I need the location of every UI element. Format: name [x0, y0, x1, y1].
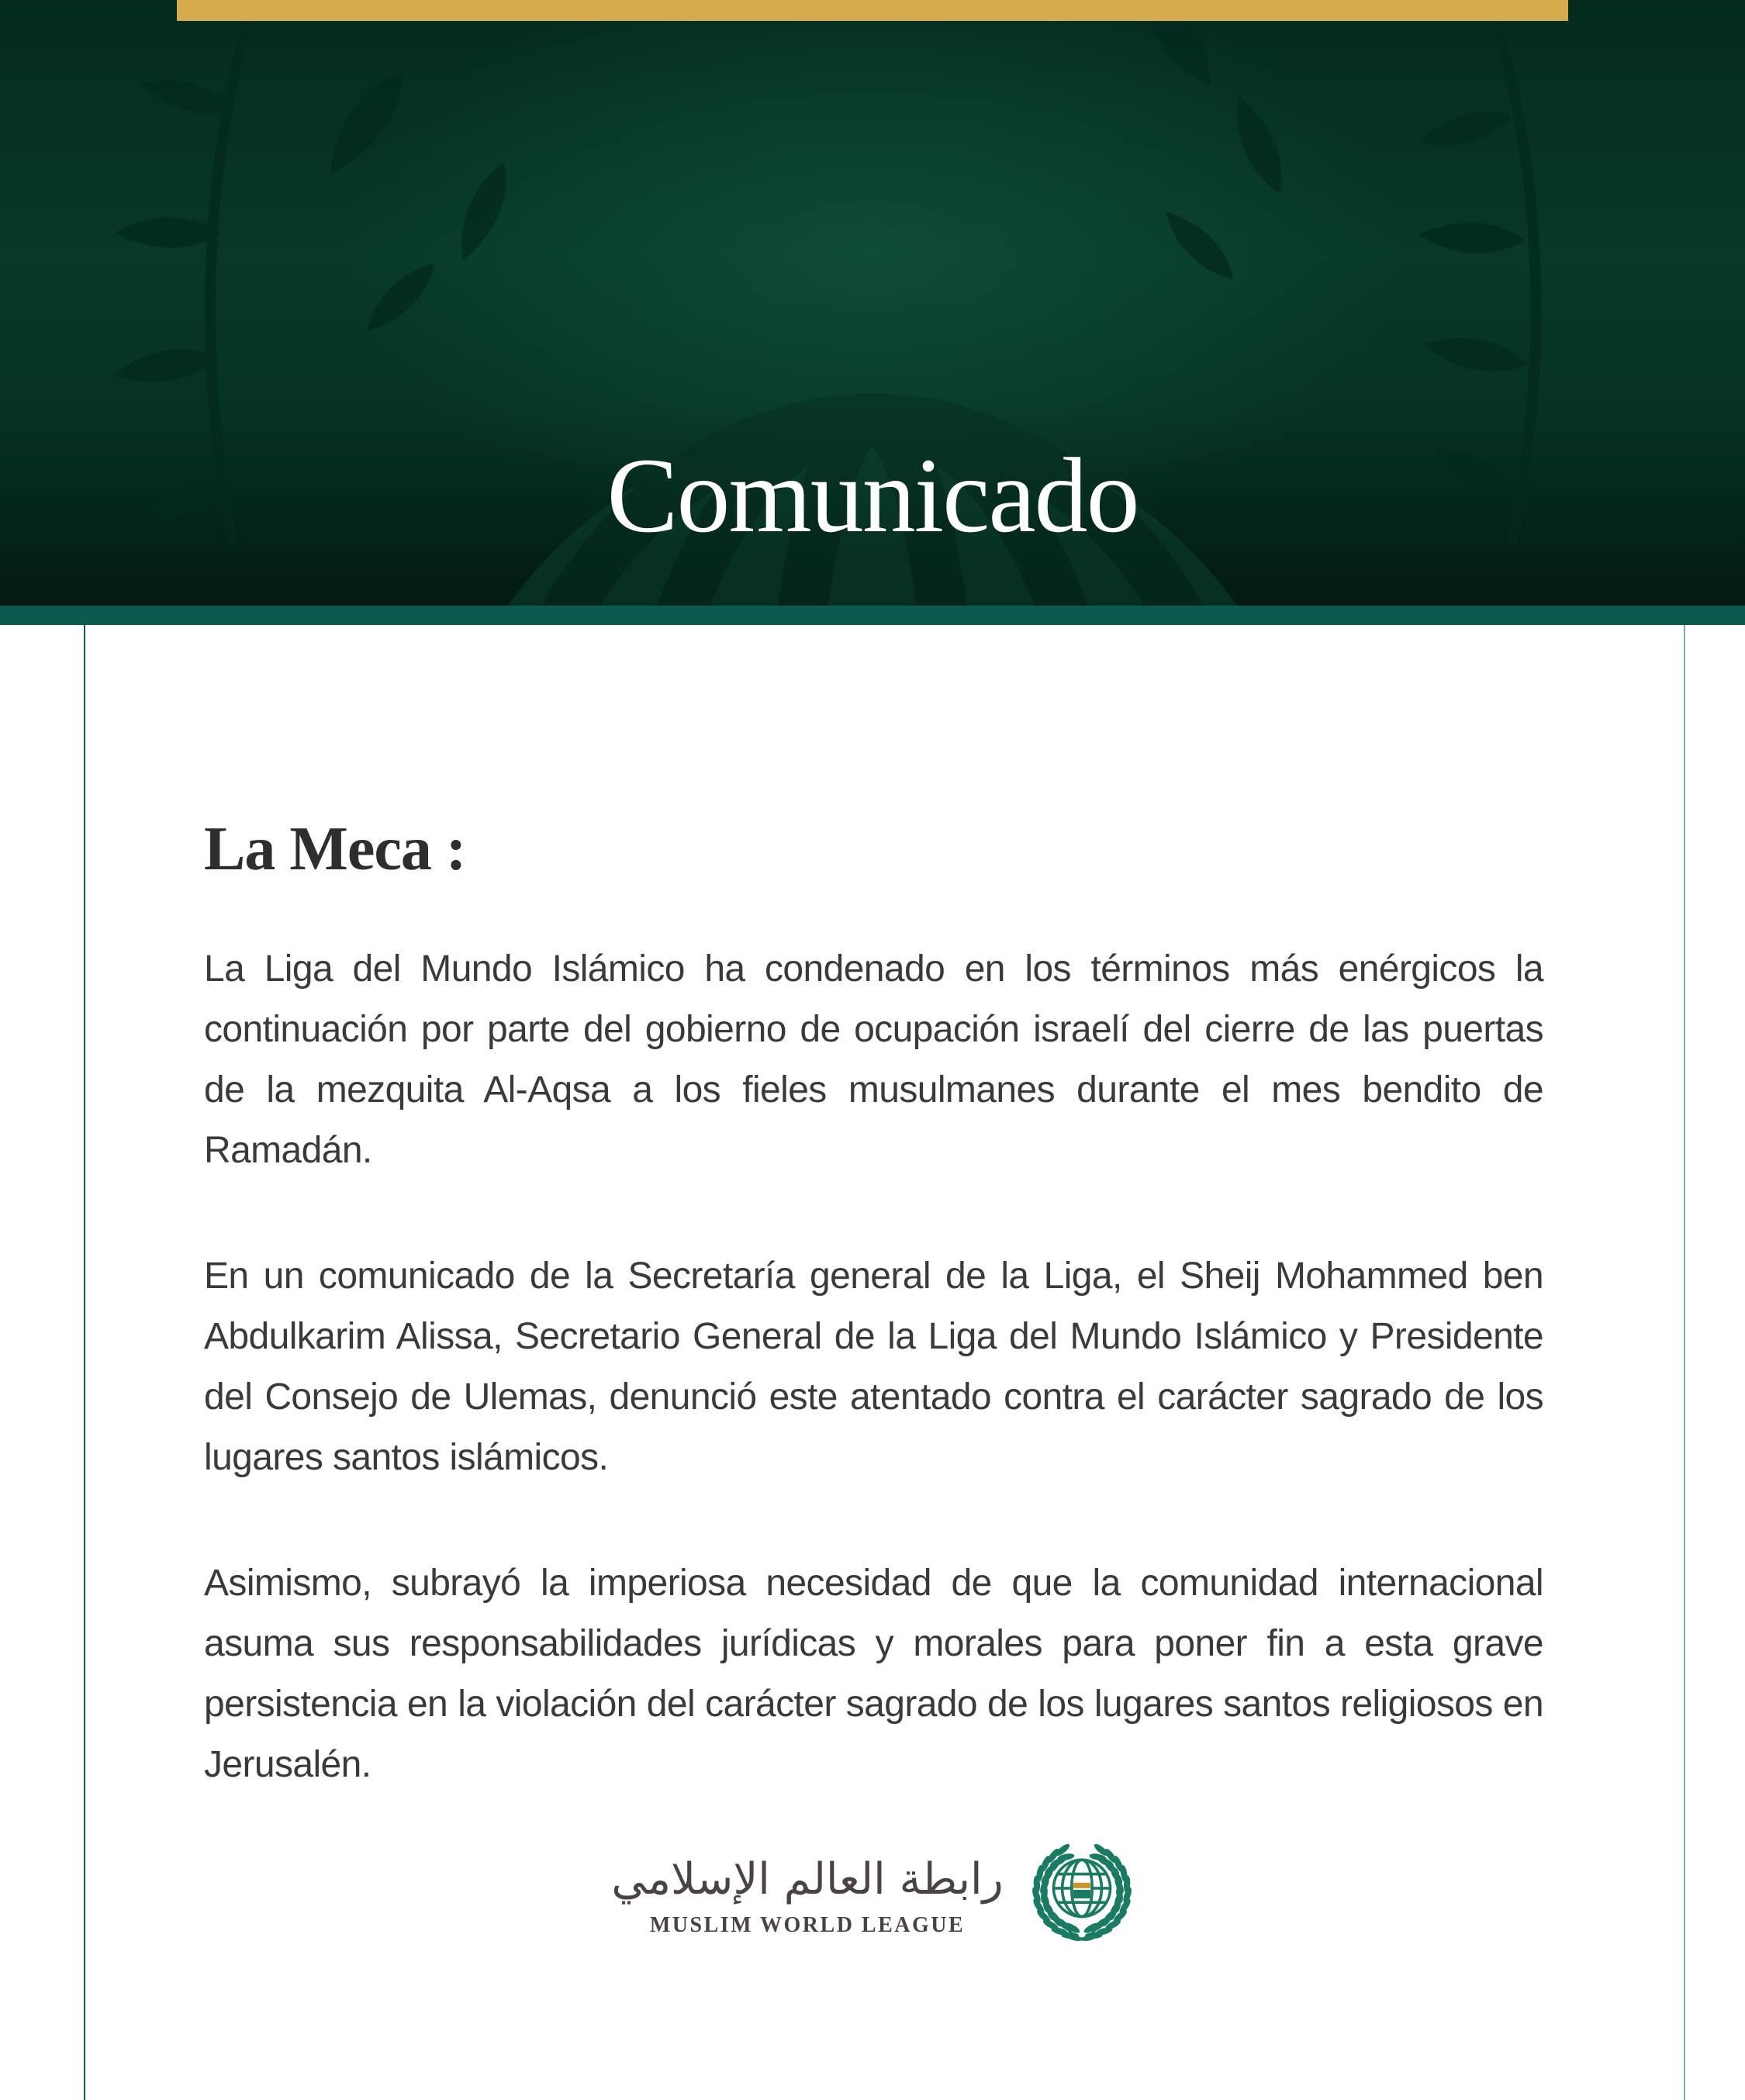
- teal-divider-band: [0, 606, 1745, 625]
- dateline-heading: La Meca :: [204, 815, 466, 883]
- mwl-logo: [0, 1841, 1745, 1946]
- mwl-english-name: MUSLIM WORLD LEAGUE: [649, 1913, 966, 1938]
- kaaba-icon: [1073, 1879, 1090, 1898]
- header-banner: [0, 0, 1745, 606]
- gold-accent-bar: [177, 0, 1568, 21]
- mwl-logo-text: [611, 1850, 1003, 1938]
- page-title: Comunicado: [606, 436, 1139, 554]
- mwl-emblem-icon: [1030, 1841, 1134, 1946]
- paragraph-3: Asimismo, subrayó la imperiosa necesidad de que la comunidad internacional asuma sus responsabilidades jurídicas y morales para poner fin a esta grave persistencia en la violación del carácter sagrado de los lugares santos religiosos en Jerusalén.: [204, 1563, 1543, 1785]
- paragraph-1: La Liga del Mundo Islámico ha condenado en los términos más enérgicos la continuación por parte del gobierno de ocupación israelí del cierre de las puertas de la mezquita Al-Aqsa a los fieles musulmanes durante el mes bendito de Ramadán.: [204, 948, 1543, 1171]
- document-body: [0, 625, 1745, 2100]
- paragraph-2: En un comunicado de la Secretaría general de la Liga, el Sheij Mohammed ben Abdulkarim Alissa, Secretario General de la Liga del Mundo Islámico y Presidente del Consejo de Ulemas, denunció este atentado contra el carácter sagrado de los lugares santos islámicos.: [204, 1256, 1543, 1478]
- mwl-arabic-calligraphy: رابطة العالم الإسلامي: [611, 1853, 1004, 1905]
